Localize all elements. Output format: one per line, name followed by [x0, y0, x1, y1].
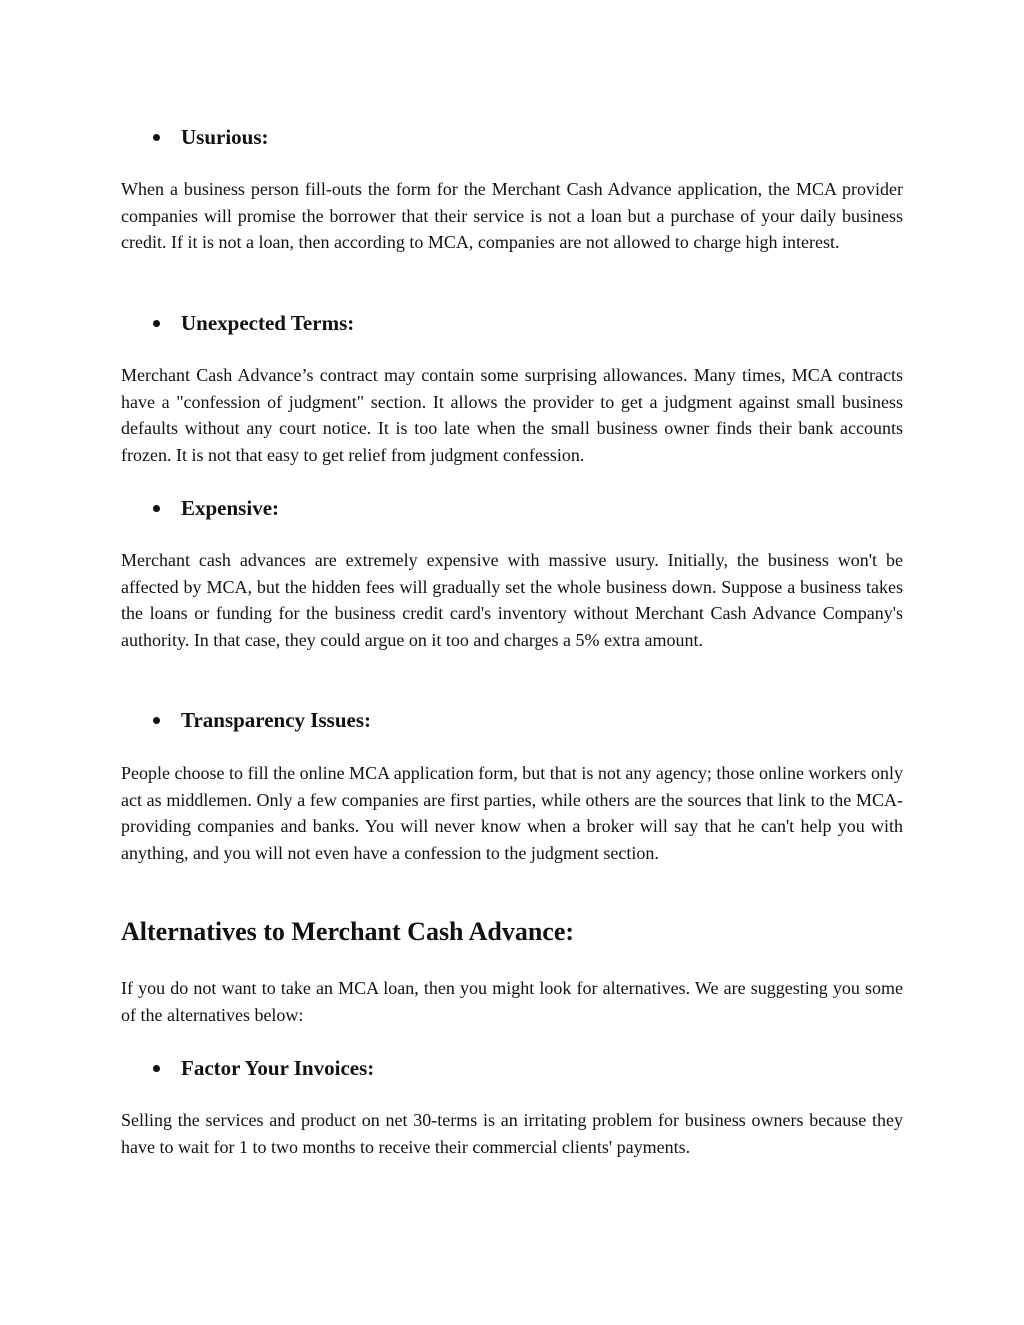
bullet-dot-icon — [153, 320, 160, 327]
heading-label: Transparency Issues: — [181, 708, 371, 732]
heading-label: Usurious: — [181, 125, 269, 149]
bullet-dot-icon — [153, 717, 160, 724]
section-title-alternatives: Alternatives to Merchant Cash Advance: — [121, 917, 575, 946]
paragraph-alternatives-intro: If you do not want to take an MCA loan, then you might look for alternatives. We are suggesting you some of the alternatives below: — [121, 978, 903, 1025]
paragraph-factor-invoices: Selling the services and product on net 30-terms is an irritating problem for business owners because they have to wait for 1 to two months to receive their commercial clients' payments. — [121, 1110, 903, 1157]
bullet-dot-icon — [153, 134, 160, 141]
paragraph-unexpected-terms: Merchant Cash Advance’s contract may contain some surprising allowances. Many times, MCA contracts have a "confession of judgment" section. It allows the provider to get a judgment against small business defaults without any court notice. It is too late when the small business owner finds their bank accounts frozen. It is not that easy to get relief from judgment confession. — [121, 365, 903, 465]
heading-label: Factor Your Invoices: — [181, 1056, 375, 1080]
bullet-dot-icon — [153, 505, 160, 512]
bullet-dot-icon — [153, 1065, 160, 1072]
heading-label: Expensive: — [181, 496, 280, 520]
paragraph-transparency-issues: People choose to fill the online MCA application form, but that is not any agency; those online workers only act as middlemen. Only a few companies are first parties, while others are the sources that link to the MCA-providing companies and banks. You will never know when a broker will say that he can't help you with anything, and you will not even have a confession to the judgment section. — [121, 763, 903, 863]
paragraph-usurious: When a business person fill-outs the form for the Merchant Cash Advance application, the MCA provider companies will promise the borrower that their service is not a loan but a purchase of your daily business credit. If it is not a loan, then according to MCA, companies are not allowed to charge high interest. — [121, 179, 903, 252]
heading-label: Unexpected Terms: — [181, 311, 355, 335]
paragraph-expensive: Merchant cash advances are extremely expensive with massive usury. Initially, the business won't be affected by MCA, but the hidden fees will gradually set the whole business down. Suppose a business takes the loans or funding for the business credit card's inventory without Merchant Cash Advance Company's authority. In that case, they could argue on it too and charges a 5% extra amount. — [121, 550, 903, 650]
